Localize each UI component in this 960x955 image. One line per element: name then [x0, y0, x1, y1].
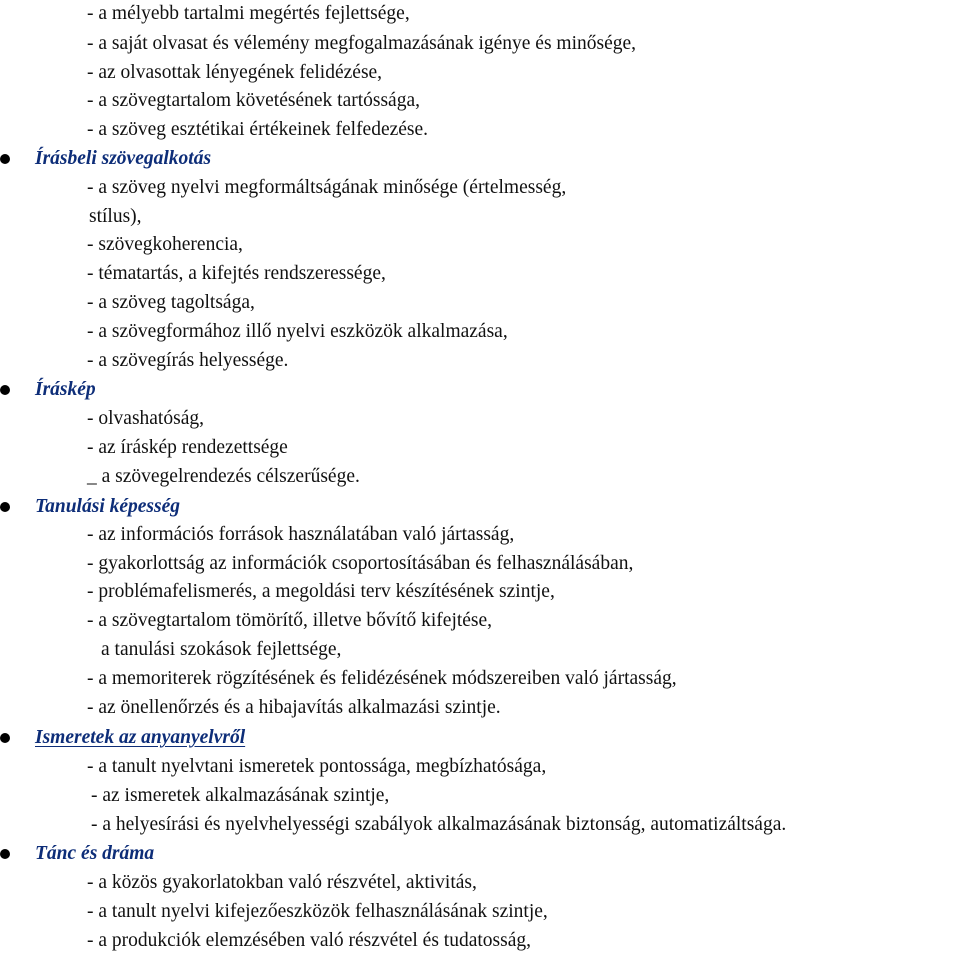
list-item: - a tanult nyelvi kifejezőeszközök felhasználásának szintje,	[87, 901, 548, 922]
list-item: - a szövegírás helyessége.	[87, 350, 289, 371]
list-item: - a produkciók elemzésében való részvétel és tudatosság,	[87, 930, 531, 951]
list-item: - szövegkoherencia,	[87, 234, 243, 255]
list-item: - a szöveg nyelvi megformáltságának minősége (értelmesség,	[87, 177, 567, 198]
section-heading: Írásbeli szövegalkotás	[35, 148, 212, 169]
list-item: - problémafelismerés, a megoldási terv készítésének szintje,	[87, 581, 555, 602]
list-item: - az információs források használatában való jártasság,	[87, 524, 515, 545]
list-item: - a saját olvasat és vélemény megfogalmazásának igénye és minősége,	[87, 33, 637, 54]
section-heading: Íráskép	[35, 379, 96, 400]
list-item: - a szövegtartalom tömörítő, illetve bővítő kifejtése,	[87, 610, 493, 631]
list-item: - a szöveg tagoltsága,	[87, 292, 255, 313]
list-item: - a közös gyakorlatokban való részvétel, aktivitás,	[87, 872, 477, 893]
list-item: - az ismeretek alkalmazásának szintje,	[91, 785, 390, 806]
list-item: - a mélyebb tartalmi megértés fejlettsége,	[87, 3, 410, 24]
list-item: - olvashatóság,	[87, 408, 204, 429]
section-heading: Tánc és dráma	[35, 843, 155, 864]
list-item: - gyakorlottság az információk csoportosításában és felhasználásában,	[87, 553, 634, 574]
list-item: - a memoriterek rögzítésének és felidézésének módszereiben való jártasság,	[87, 668, 677, 689]
list-item: - a szövegformához illő nyelvi eszközök alkalmazása,	[87, 321, 508, 342]
list-item: _ a szövegelrendezés célszerűsége.	[87, 466, 360, 487]
bullet-icon	[0, 733, 10, 743]
bullet-icon	[0, 502, 10, 512]
list-item: - az íráskép rendezettsége	[87, 437, 288, 458]
list-item: - az olvasottak lényegének felidézése,	[87, 62, 383, 83]
list-item: - a szöveg esztétikai értékeinek felfedezése.	[87, 119, 429, 140]
list-item: - a szövegtartalom követésének tartóssága,	[87, 90, 420, 111]
list-item: - tématartás, a kifejtés rendszeressége,	[87, 263, 386, 284]
section-heading: Ismeretek az anyanyelvről	[35, 727, 246, 748]
section-heading: Tanulási képesség	[35, 496, 181, 517]
list-item-continuation: a tanulási szokások fejlettsége,	[101, 639, 342, 660]
list-item: - az önellenőrzés és a hibajavítás alkalmazási szintje.	[87, 697, 501, 718]
bullet-icon	[0, 154, 10, 164]
list-item: - a helyesírási és nyelvhelyességi szabályok alkalmazásának biztonság, automatizáltsága.	[91, 814, 787, 835]
bullet-icon	[0, 385, 10, 395]
list-item-continuation: stílus),	[89, 206, 142, 227]
list-item: - a tanult nyelvtani ismeretek pontossága, megbízhatósága,	[87, 756, 547, 777]
bullet-icon	[0, 849, 10, 859]
